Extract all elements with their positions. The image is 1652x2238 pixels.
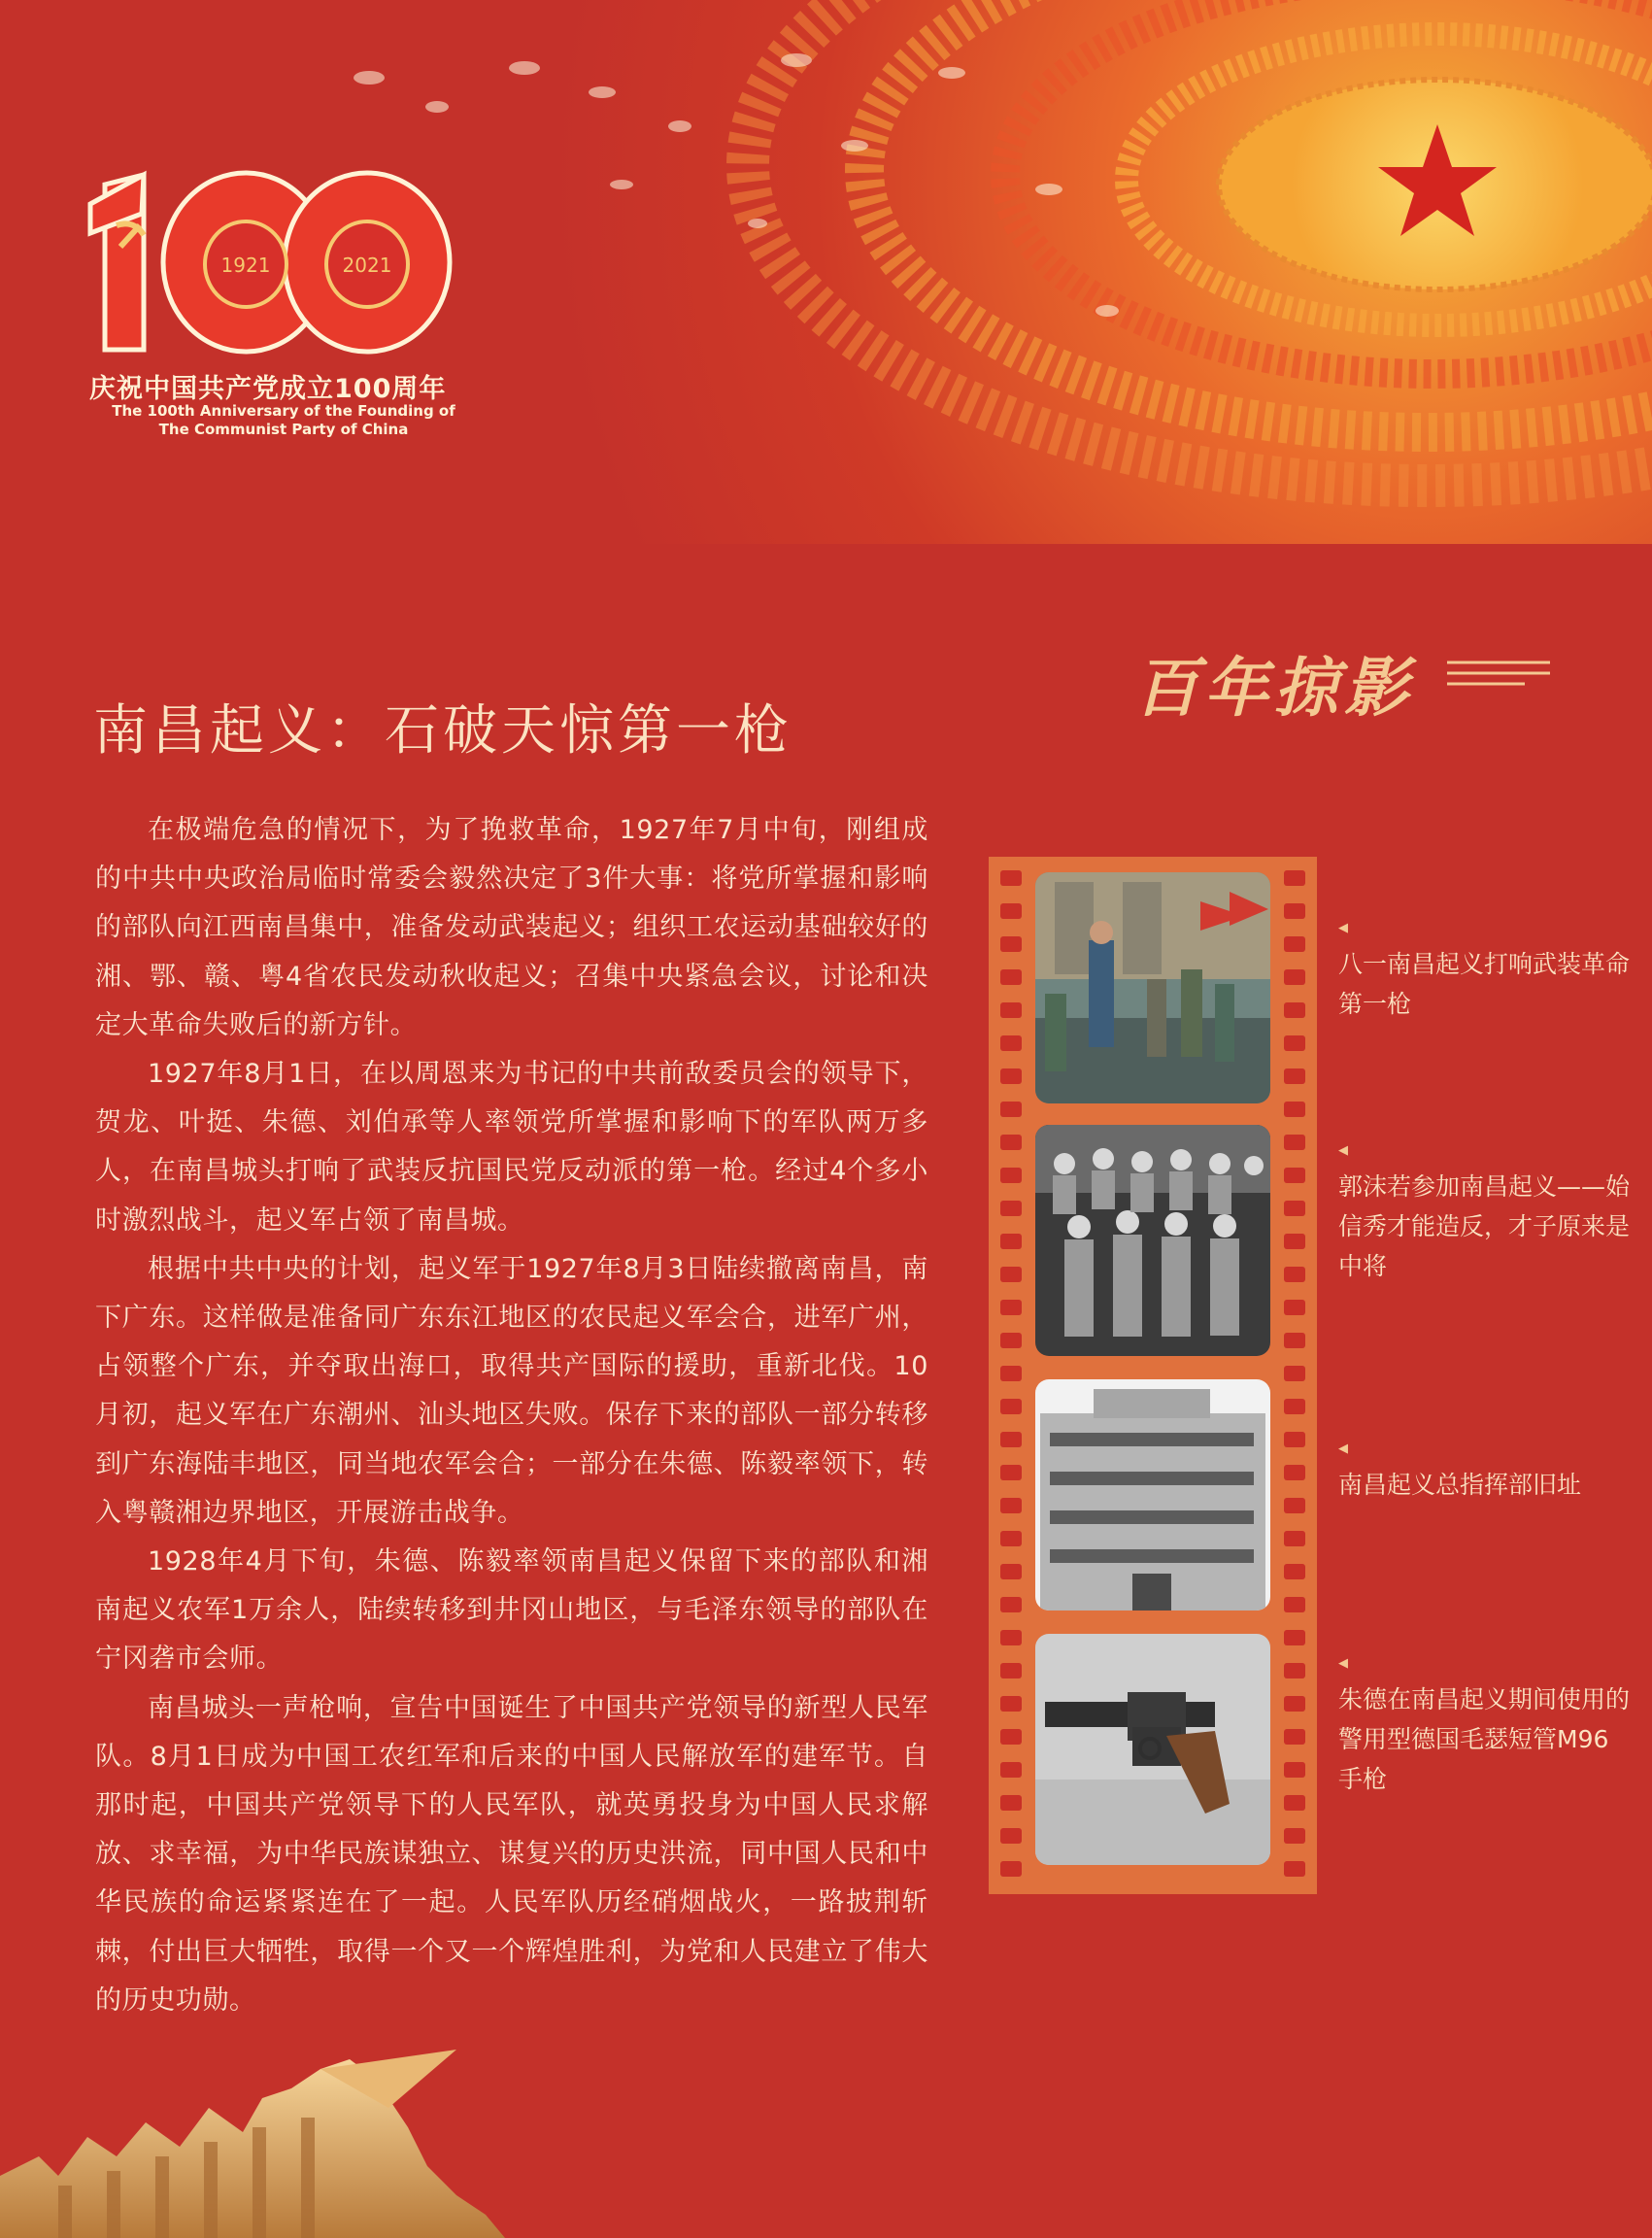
building-photo-image bbox=[1035, 1379, 1270, 1611]
film-sprocket-hole bbox=[1000, 1300, 1022, 1315]
film-sprocket-hole bbox=[1000, 1828, 1022, 1844]
film-sprocket-hole bbox=[1284, 1068, 1305, 1084]
film-sprocket-hole bbox=[1284, 1102, 1305, 1117]
film-sprocket-hole bbox=[1000, 903, 1022, 919]
painting-image bbox=[1035, 872, 1270, 1103]
film-sprocket-hole bbox=[1284, 1300, 1305, 1315]
article-paragraph: 根据中共中央的计划，起义军于1927年8月3日陆续撤离南昌，南下广东。这样做是准备同广东东江地区的农民起义军会合，进军广州，占领整个广东，并夺取出海口，取得共产国际的援助，重新北伐。10月初，起义军在广东潮州、汕头地区失败。保存下来的部队一部分转移到广东海陆丰地区，同当地农军会合；一部分在朱德、陈毅率领下，转入粤赣湘边界地区，开展游击战争。 bbox=[95, 1253, 928, 1528]
film-sprocket-hole bbox=[1000, 1861, 1022, 1877]
film-sprocket-hole bbox=[1284, 1861, 1305, 1877]
caption-text: 八一南昌起义打响武装革命第一枪 bbox=[1338, 950, 1631, 1018]
film-sprocket-hole bbox=[1000, 1465, 1022, 1480]
film-sprocket-hole bbox=[1284, 969, 1305, 985]
caption-text: 南昌起义总指挥部旧址 bbox=[1338, 1471, 1582, 1499]
film-sprocket-hole bbox=[1000, 1168, 1022, 1183]
film-sprocket-hole bbox=[1284, 1366, 1305, 1381]
film-sprocket-hole bbox=[1000, 1201, 1022, 1216]
film-sprocket-hole bbox=[1284, 1663, 1305, 1678]
film-sprocket-hole bbox=[1000, 1333, 1022, 1348]
film-sprocket-hole bbox=[1284, 1432, 1305, 1447]
film-sprocket-hole bbox=[1284, 1168, 1305, 1183]
photo-caption-3 bbox=[1338, 1441, 1630, 1505]
film-sprocket-hole bbox=[1000, 1696, 1022, 1712]
film-sprocket-hole bbox=[1000, 1366, 1022, 1381]
film-sprocket-hole bbox=[1284, 1333, 1305, 1348]
photo-caption-2 bbox=[1338, 1143, 1630, 1286]
film-sprocket-hole bbox=[1284, 1531, 1305, 1546]
logo-year-end: 2021 bbox=[342, 254, 392, 277]
film-sprocket-hole bbox=[1000, 1432, 1022, 1447]
film-sprocket-hole bbox=[1284, 1135, 1305, 1150]
photo-frame-3 bbox=[1035, 1379, 1270, 1611]
caption-marker-icon: ◀ bbox=[1338, 1441, 1348, 1456]
pistol-photo-image bbox=[1035, 1634, 1270, 1865]
group-photo-image bbox=[1035, 1125, 1270, 1356]
film-sprocket-hole bbox=[1284, 1035, 1305, 1051]
film-sprocket-hole bbox=[1000, 1102, 1022, 1117]
film-sprocket-hole bbox=[1000, 1729, 1022, 1745]
caption-marker-icon: ◀ bbox=[1338, 1656, 1348, 1671]
film-sprocket-hole bbox=[1000, 1531, 1022, 1546]
caption-text: 朱德在南昌起义期间使用的警用型德国毛瑟短管M96手枪 bbox=[1338, 1685, 1631, 1793]
film-sprocket-hole bbox=[1284, 1762, 1305, 1778]
article-paragraph: 在极端危急的情况下，为了挽救革命，1927年7月中旬，刚组成的中共中央政治局临时常委会毅然决定了3件大事：将党所掌握和影响的部队向江西南昌集中，准备发动武装起义；组织工农运动基础较好的湘、鄂、赣、粤4省农民发动秋收起义；召集中央紧急会议，讨论和决定大革命失败后的新方针。 bbox=[95, 815, 928, 1040]
film-sprocket-hole bbox=[1000, 1630, 1022, 1645]
film-sprocket-hole bbox=[1284, 903, 1305, 919]
article-paragraph: 1928年4月下旬，朱德、陈毅率领南昌起义保留下来的部队和湘南起义农军1万余人，陆续转移到井冈山地区，与毛泽东领导的部队在宁冈砻市会师。 bbox=[95, 1546, 928, 1675]
caption-marker-icon: ◀ bbox=[1338, 921, 1348, 935]
film-sprocket-hole bbox=[1284, 1630, 1305, 1645]
film-sprocket-hole bbox=[1000, 936, 1022, 952]
film-sprocket-hole bbox=[1000, 1035, 1022, 1051]
film-sprocket-hole bbox=[1284, 1201, 1305, 1216]
film-sprocket-hole bbox=[1284, 1597, 1305, 1612]
film-sprocket-hole bbox=[1000, 1762, 1022, 1778]
film-sprocket-hole bbox=[1000, 1002, 1022, 1018]
photo-caption-1 bbox=[1338, 921, 1630, 1024]
film-sprocket-hole bbox=[1284, 1234, 1305, 1249]
monument-sculpture-icon bbox=[0, 2030, 505, 2238]
photo-caption-4 bbox=[1338, 1656, 1630, 1799]
article-paragraph: 1927年8月1日，在以周恩来为书记的中共前敌委员会的领导下，贺龙、叶挺、朱德、刘伯承等人率领党所掌握和影响下的军队两万多人，在南昌城头打响了武装反抗国民党反动派的第一枪。经过4个多小时激烈战斗，起义军占领了南昌城。 bbox=[95, 1059, 928, 1236]
film-sprocket-hole bbox=[1284, 936, 1305, 952]
article-body bbox=[95, 806, 928, 2025]
caption-marker-icon: ◀ bbox=[1338, 1143, 1348, 1158]
film-sprocket-hole bbox=[1284, 870, 1305, 886]
decorative-lines-icon bbox=[1447, 659, 1554, 697]
article-paragraph: 南昌城头一声枪响，宣告中国诞生了中国共产党领导的新型人民军队。8月1日成为中国工农红军和后来的中国人民解放军的建军节。自那时起，中国共产党领导下的人民军队，就英勇投身为中国人民求解放、求幸福，为中华民族谋独立、谋复兴的历史洪流，同中国人民和中华民族的命运紧紧连在了一起。人民军队历经硝烟战火，一路披荆斩棘，付出巨大牺牲，取得一个又一个辉煌胜利，为党和人民建立了伟大的历史功勋。 bbox=[95, 1692, 928, 2016]
film-sprocket-hole bbox=[1284, 1696, 1305, 1712]
film-sprocket-hole bbox=[1284, 1267, 1305, 1282]
logo-title-en-line1: The 100th Anniversary of the Founding of bbox=[112, 402, 455, 420]
film-sprocket-hole bbox=[1000, 1663, 1022, 1678]
section-title: 百年掠影 bbox=[1134, 651, 1414, 726]
film-sprocket-hole bbox=[1284, 1002, 1305, 1018]
logo-title-cn: 庆祝中国共产党成立100周年 bbox=[89, 374, 447, 404]
film-sprocket-hole bbox=[1284, 1399, 1305, 1414]
film-sprocket-hole bbox=[1284, 1828, 1305, 1844]
film-sprocket-hole bbox=[1284, 1729, 1305, 1745]
logo-title-en-line2: The Communist Party of China bbox=[158, 421, 409, 438]
film-sprocket-hole bbox=[1000, 969, 1022, 985]
film-sprocket-hole bbox=[1000, 1234, 1022, 1249]
film-sprocket-hole bbox=[1000, 1068, 1022, 1084]
film-sprocket-hole bbox=[1000, 1135, 1022, 1150]
film-sprocket-hole bbox=[1000, 870, 1022, 886]
logo-title-en bbox=[89, 402, 478, 439]
film-sprocket-hole bbox=[1000, 1564, 1022, 1579]
film-sprocket-hole bbox=[1284, 1465, 1305, 1480]
photo-frame-1 bbox=[1035, 872, 1270, 1103]
film-sprocket-hole bbox=[1284, 1498, 1305, 1513]
photo-frame-2 bbox=[1035, 1125, 1270, 1356]
film-sprocket-hole bbox=[1000, 1498, 1022, 1513]
film-sprocket-hole bbox=[1000, 1597, 1022, 1612]
film-sprocket-hole bbox=[1000, 1399, 1022, 1414]
photo-frame-4 bbox=[1035, 1634, 1270, 1865]
film-sprocket-hole bbox=[1000, 1267, 1022, 1282]
logo-year-start: 1921 bbox=[220, 254, 271, 277]
caption-text: 郭沫若参加南昌起义——始信秀才能造反，才子原来是中将 bbox=[1338, 1172, 1631, 1280]
film-strip bbox=[989, 857, 1317, 1894]
film-sprocket-hole bbox=[1284, 1795, 1305, 1811]
film-sprocket-hole bbox=[1284, 1564, 1305, 1579]
article-title: 南昌起义：石破天惊第一枪 bbox=[93, 699, 792, 763]
film-sprocket-hole bbox=[1000, 1795, 1022, 1811]
